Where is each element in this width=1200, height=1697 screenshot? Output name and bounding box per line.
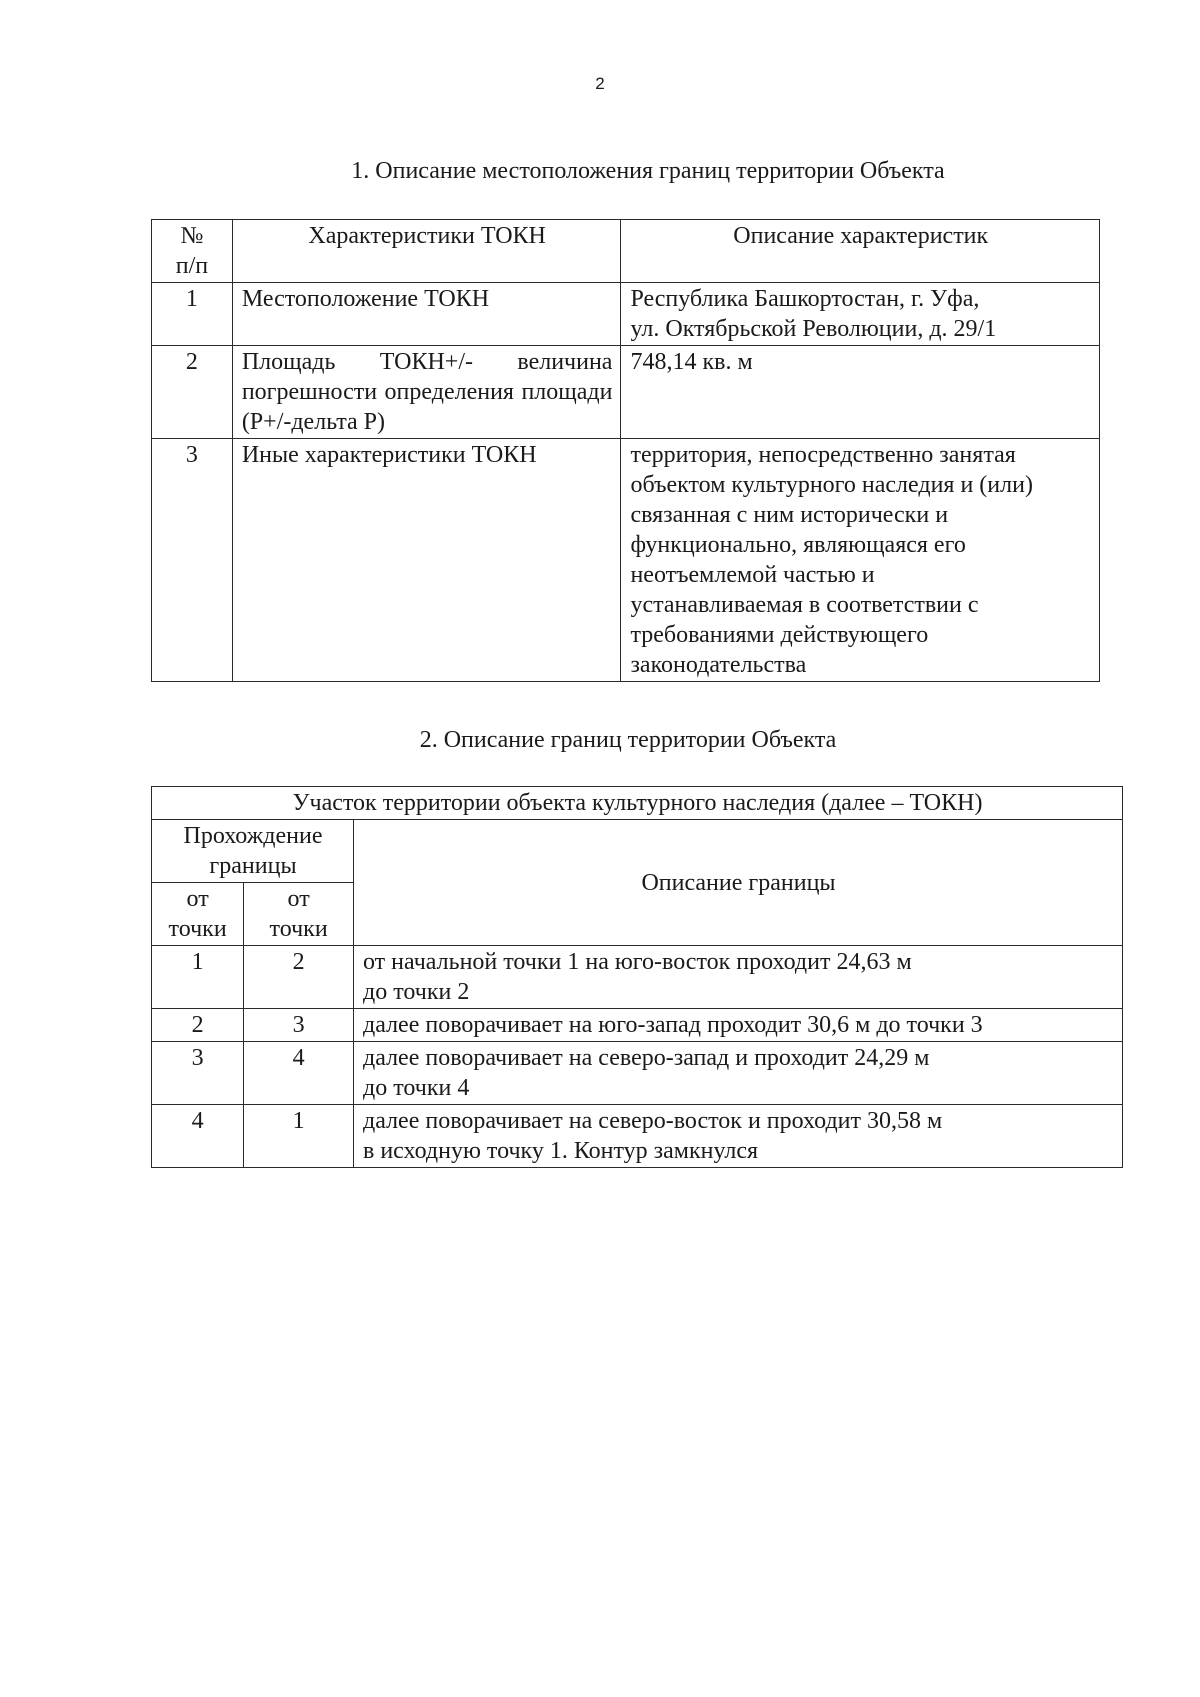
header-boundary-description: Описание границы (354, 820, 1123, 946)
row-boundary-description: далее поворачивает на юго-запад проходит 30,6 м до точки 3 (354, 1009, 1123, 1042)
table-caption: Участок территории объекта культурного наследия (далее – ТОКН) (152, 787, 1123, 820)
row-boundary-description: далее поворачивает на северо-восток и проходит 30,58 м в исходную точку 1. Контур замкнулся (354, 1105, 1123, 1168)
row-num: 1 (152, 283, 233, 346)
header-from-point: от точки (152, 883, 244, 946)
header-description: Описание характеристик (621, 220, 1100, 283)
row-characteristic: Местоположение ТОКН (232, 283, 621, 346)
table-header-row (152, 220, 1100, 283)
header-passage: Прохождение границы (152, 820, 354, 883)
row-boundary-description: далее поворачивает на северо-запад и проходит 24,29 м до точки 4 (354, 1042, 1123, 1105)
row-description: 748,14 кв. м (621, 346, 1100, 439)
row-to: 1 (244, 1105, 354, 1168)
row-from: 1 (152, 946, 244, 1009)
header-characteristics: Характеристики ТОКН (232, 220, 621, 283)
header-num: № п/п (152, 220, 233, 283)
row-from: 3 (152, 1042, 244, 1105)
row-from: 2 (152, 1009, 244, 1042)
row-boundary-description: от начальной точки 1 на юго-восток проходит 24,63 м до точки 2 (354, 946, 1123, 1009)
row-description: Республика Башкортостан, г. Уфа, ул. Октябрьской Революции, д. 29/1 (621, 283, 1100, 346)
row-to: 4 (244, 1042, 354, 1105)
section-1-title: 1. Описание местоположения границ территории Объекта (351, 158, 945, 184)
row-description: территория, непосредственно занятая объектом культурного наследия и (или) связанная с ним исторически и функционально, являющаяся его неотъемлемой частью и устанавливаемая в соответствии с требованиями действующего законодательства (621, 439, 1100, 682)
characteristics-table (151, 219, 1100, 682)
row-characteristic: Иные характеристики ТОКН (232, 439, 621, 682)
table-row (152, 946, 1123, 1009)
row-from: 4 (152, 1105, 244, 1168)
row-to: 3 (244, 1009, 354, 1042)
table-header-row (152, 820, 1123, 883)
row-num: 3 (152, 439, 233, 682)
table-caption-row (152, 787, 1123, 820)
table-row (152, 346, 1100, 439)
table-row (152, 439, 1100, 682)
row-num: 2 (152, 346, 233, 439)
table-row (152, 283, 1100, 346)
row-characteristic: Площадь ТОКН+/- величина погрешности определения площади (Р+/-дельта Р) (232, 346, 621, 439)
table-row (152, 1105, 1123, 1168)
table-row (152, 1009, 1123, 1042)
section-2-title: 2. Описание границ территории Объекта (419, 727, 837, 753)
boundary-table (151, 786, 1123, 1168)
table-row (152, 1042, 1123, 1105)
row-to: 2 (244, 946, 354, 1009)
page-number: 2 (595, 74, 605, 93)
header-to-point: от точки (244, 883, 354, 946)
